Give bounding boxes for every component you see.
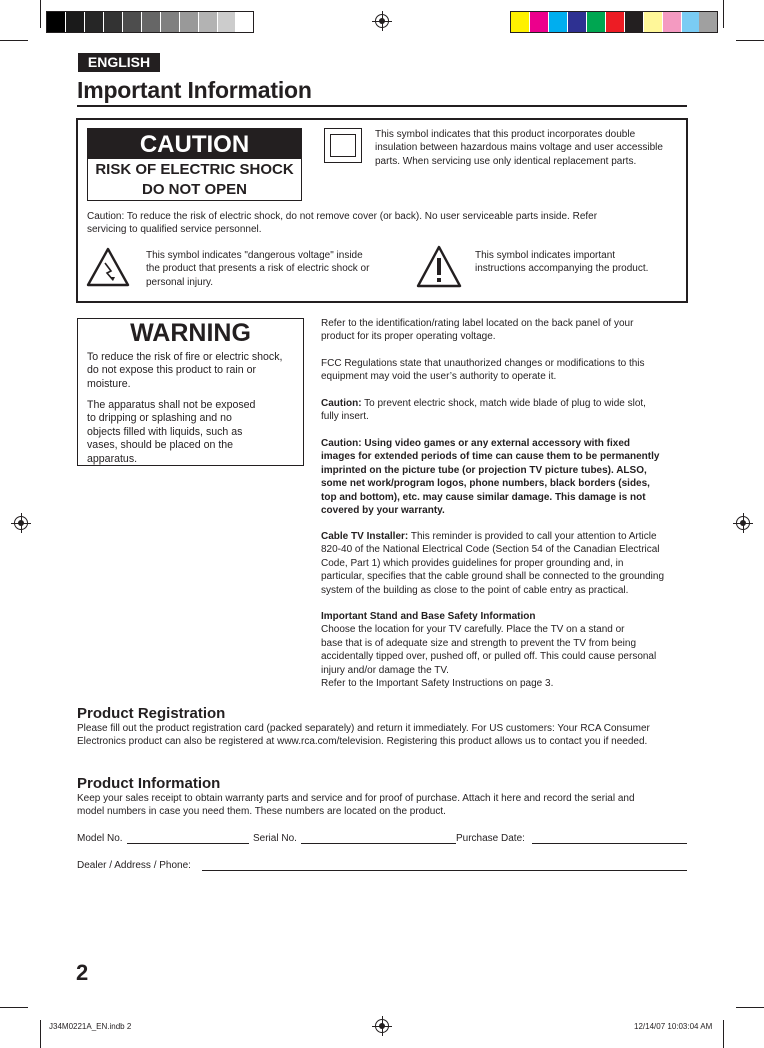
registration-heading: Product Registration	[77, 705, 226, 722]
registration-mark-icon	[736, 516, 750, 530]
double-square-icon	[324, 128, 362, 163]
caution-heading: CAUTION	[88, 129, 301, 159]
caution-text: Caution: To reduce the risk of electric shock, do not remove cover (or back). No user serviceable parts inside. Refer servicing to qualified service personnel.	[87, 211, 598, 236]
registration-mark-icon	[375, 1019, 389, 1033]
stand-safety-info: Important Stand and Base Safety Information Choose the location for your TV carefully. Place the TV on a stand or base that is of adequate size and strength to prevent the TV from being accidentally tipped over, pushed off, or pulled off. This could cause personal injury and/or damage the TV. Refer to the Important Safety Instructions on page 3.	[321, 611, 657, 690]
product-info-heading: Product Information	[77, 775, 221, 792]
language-tab: ENGLISH	[78, 53, 160, 72]
registration-mark-icon	[375, 14, 389, 28]
registration-mark-icon	[14, 516, 28, 530]
footer-file-name: J34M0221A_EN.indb 2	[49, 1022, 132, 1031]
exclamation-triangle-icon	[415, 244, 463, 290]
dealer-field[interactable]	[202, 870, 687, 871]
serial-number-field[interactable]	[301, 843, 456, 844]
purchase-date-field[interactable]	[532, 843, 687, 844]
warning-heading: WARNING	[130, 319, 251, 347]
fcc-note: FCC Regulations state that unauthorized changes or modifications to this equipment may void the user’s authority to operate it.	[321, 358, 645, 383]
lightning-triangle-icon	[86, 246, 130, 288]
plug-caution: Caution: To prevent electric shock, match wide blade of plug to wide slot, fully insert.	[321, 398, 646, 423]
page-title: Important Information	[77, 77, 312, 103]
model-number-field[interactable]	[127, 843, 249, 844]
dealer-label: Dealer / Address / Phone:	[77, 860, 191, 871]
voltage-symbol-text: This symbol indicates "dangerous voltage" inside the product that presents a risk of electric shock or personal injury.	[146, 250, 370, 288]
purchase-date-label: Purchase Date:	[456, 833, 525, 844]
model-number-label: Model No.	[77, 833, 123, 844]
title-rule	[77, 105, 687, 107]
serial-number-label: Serial No.	[253, 833, 297, 844]
registration-text: Please fill out the product registration card (packed separately) and return it immediately. For US customers: Your RCA Consumer Electronics product can also be registered at www.rca.com/television. Registering this product allows us to contact you if needed.	[77, 723, 650, 748]
stand-safety-heading: Important Stand and Base Safety Information	[321, 611, 536, 622]
rating-label-note: Refer to the identification/rating label located on the back panel of your product for its proper operating voltage.	[321, 318, 634, 343]
instructions-symbol-text: This symbol indicates important instructions accompanying the product.	[475, 250, 649, 275]
video-games-caution: Caution: Using video games or any external accessory with fixed images for extended periods of time can cause them to be permanently imprinted on the picture tube (or projection TV picture tubes). ALSO, some net work/program logos, phone numbers, black borders (sides, top and bottom), etc. may cause similar damage. This damage is not covered by your warranty.	[321, 438, 660, 517]
product-info-text: Keep your sales receipt to obtain warranty parts and service and for proof of purchase. Attach it here and record the serial and model numbers in case you need them. These numbers are located on the product.	[77, 793, 635, 818]
caution-do-not-open-line: DO NOT OPEN	[141, 181, 247, 198]
warning-paragraph-1: To reduce the risk of fire or electric shock, do not expose this product to rain or moisture.	[87, 351, 283, 390]
footer-timestamp: 12/14/07 10:03:04 AM	[634, 1022, 713, 1031]
double-insulation-text: This symbol indicates that this product incorporates double insulation between hazardous mains voltage and user accessible parts. When servicing use only identical replacement parts.	[375, 129, 663, 167]
caution-risk-line: RISK OF ELECTRIC SHOCK	[95, 161, 294, 178]
page-number: 2	[76, 960, 89, 985]
cable-installer-note: Cable TV Installer: This reminder is provided to call your attention to Article 820-40 of the National Electrical Code (Section 54 of the Canadian Electrical Code, Part 1) which provides guidelines for proper grounding and, in particular, specifies that the cable ground shall be connected to the grounding system of the building as close to the point of cable entry as practical.	[321, 531, 665, 596]
warning-paragraph-2: The apparatus shall not be exposed to dripping or splashing and no objects filled with liquids, such as vases, should be placed on the apparatus.	[87, 399, 256, 465]
caution-label	[87, 128, 302, 201]
